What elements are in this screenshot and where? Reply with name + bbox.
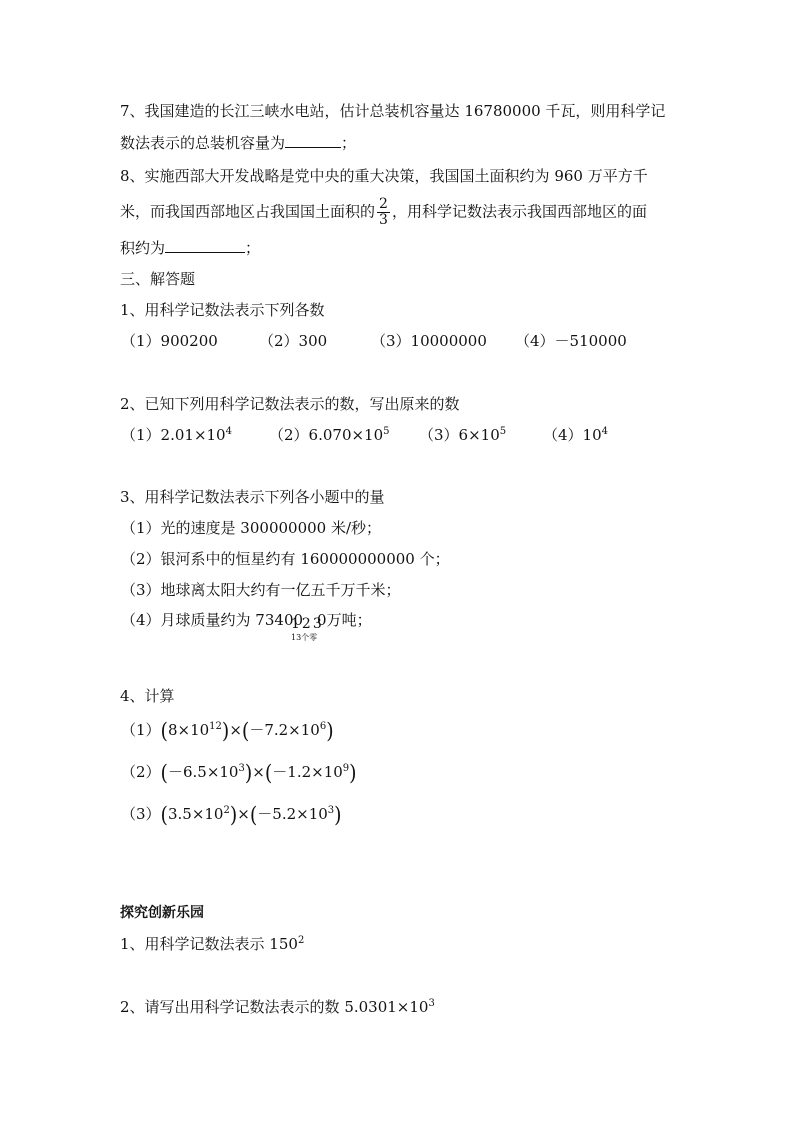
s3-q3-item-2: （2）银河系中的恒星约有 160000000000 个； (121, 550, 450, 568)
q8-line-2 (120, 196, 647, 228)
s3-q4-item-3-op: × (237, 805, 250, 823)
s3-q1-item-4: （4）－510000 (515, 332, 627, 350)
s3-q4-item-2 (121, 760, 357, 786)
s3-q2-item-2-exp: 5 (383, 426, 390, 437)
left-paren: ( (264, 760, 273, 786)
right-paren: ) (334, 802, 342, 828)
q8-text-c: 积约为 (120, 239, 166, 257)
q8-fraction (377, 197, 390, 228)
s3-q4-item-1-b: －7.2×10 (249, 721, 320, 739)
left-paren: ( (160, 760, 168, 786)
s3-q3-item-4 (121, 610, 372, 630)
s3-q4-item-1-op: × (229, 721, 242, 739)
s3-q3-overlay-note: 13个零 (291, 633, 318, 642)
s3-q4-item-1-a-exp: 12 (209, 721, 222, 732)
left-paren: ( (160, 802, 168, 828)
s3-q4-item-2-a: －6.5×10 (167, 763, 239, 781)
s3-q4-item-3 (121, 802, 342, 828)
s3-q1-item-2: （2）300 (259, 332, 328, 350)
s3-q2-item-2-base: （2）6.070×10 (269, 426, 384, 444)
right-paren: ) (221, 718, 230, 744)
s3-q3-item-4-tail: 0万吨； (317, 611, 372, 629)
explore-q1-exp: 2 (297, 935, 305, 946)
s3-q2-item-1-base: （1）2.01×10 (121, 426, 226, 444)
q7-text: 数法表示的总装机容量为 (120, 134, 286, 152)
left-paren: ( (160, 718, 168, 744)
right-paren: ) (349, 760, 357, 786)
q8-fraction-numerator: 2 (379, 196, 388, 212)
s3-q1-item-3: （3）10000000 (371, 332, 487, 350)
explore-q1-text: 1、用科学记数法表示 150 (120, 935, 298, 953)
right-paren: ) (326, 718, 334, 744)
right-paren: ) (229, 802, 238, 828)
q8-fraction-denominator: 3 (379, 212, 388, 228)
explore-q1 (120, 934, 304, 954)
q7-answer-blank[interactable] (285, 135, 341, 148)
s3-q2-item-3-base: （3）6×10 (419, 426, 500, 444)
explore-q2 (120, 997, 435, 1017)
s3-q4-item-2-b: －1.2×10 (272, 763, 343, 781)
s3-q2-item-3-exp: 5 (499, 426, 507, 437)
explore-q2-exp: 3 (428, 998, 435, 1009)
s3-q3-item-3: （3）地球离太阳大约有一亿五千万千米； (121, 581, 401, 599)
s3-q4-item-1-label: （1） (121, 721, 161, 739)
s3-q4-item-3-a-exp: 2 (223, 805, 230, 816)
s3-q4-title: 4、计算 (120, 687, 175, 705)
s3-q1-items (121, 331, 627, 351)
s3-q3-item-1: （1）光的速度是 300000000 米/秒； (121, 519, 382, 537)
s3-q2-item-4 (543, 425, 608, 445)
section-3-title: 三、解答题 (120, 270, 196, 288)
s3-q1-title: 1、用科学记数法表示下列各数 (120, 301, 325, 319)
q8-text-a: 米，而我国西部地区占我国国土面积的 (120, 202, 376, 221)
left-paren: ( (241, 718, 250, 744)
s3-q4-item-1 (121, 718, 334, 744)
q7-line-1: 7、我国建造的长江三峡水电站，估计总装机容量达 16780000 千瓦，则用科学记 (120, 102, 666, 120)
q8-text-b: ，用科学记数法表示我国西部地区的面 (391, 202, 647, 221)
s3-q2-item-4-exp: 4 (601, 426, 609, 437)
q8-end: ； (245, 239, 261, 257)
q7-end: ； (341, 134, 357, 152)
s3-q2-title: 2、已知下列用科学记数法表示的数，写出原来的数 (120, 395, 460, 413)
explore-q2-text: 2、请写出用科学记数法表示的数 5.0301×10 (120, 998, 429, 1016)
s3-q2-item-1-exp: 4 (225, 426, 232, 437)
s3-q4-item-3-b: －5.2×10 (257, 805, 328, 823)
s3-q4-item-3-a: 3.5×10 (167, 805, 224, 823)
s3-q1-item-1: （1）900200 (121, 332, 218, 350)
s3-q2-item-1 (121, 425, 269, 445)
s3-q3-title: 3、用科学记数法表示下列各小题中的量 (120, 488, 385, 506)
q8-line-3 (120, 238, 260, 258)
s3-q2-item-2 (269, 425, 419, 445)
s3-q2-items (121, 425, 608, 445)
q7-line-2 (120, 133, 356, 153)
explore-title: 探究创新乐园 (120, 905, 204, 921)
q8-line-1: 8、实施西部大开发战略是党中央的重大决策，我国国土面积约为 960 万平方千 (120, 167, 648, 185)
q8-answer-blank[interactable] (165, 240, 245, 253)
s3-q4-item-2-b-exp: 9 (342, 763, 350, 774)
s3-q4-item-1-b-exp: 6 (319, 721, 327, 732)
s3-q2-item-3 (419, 425, 543, 445)
s3-q4-item-3-b-exp: 3 (327, 805, 335, 816)
s3-q4-item-3-label: （3） (121, 805, 161, 823)
s3-q2-item-4-base: （4）10 (543, 426, 602, 444)
s3-q4-item-2-op: × (252, 763, 265, 781)
s3-q3-overlay-digits: 123 (291, 616, 324, 632)
s3-q4-item-1-a: 8×10 (167, 721, 210, 739)
s3-q4-item-2-a-exp: 3 (238, 763, 245, 774)
left-paren: ( (249, 802, 258, 828)
s3-q3-item-4-text: （4）月球质量约为 73400 (121, 611, 304, 629)
right-paren: ) (244, 760, 253, 786)
s3-q4-item-2-label: （2） (121, 763, 161, 781)
